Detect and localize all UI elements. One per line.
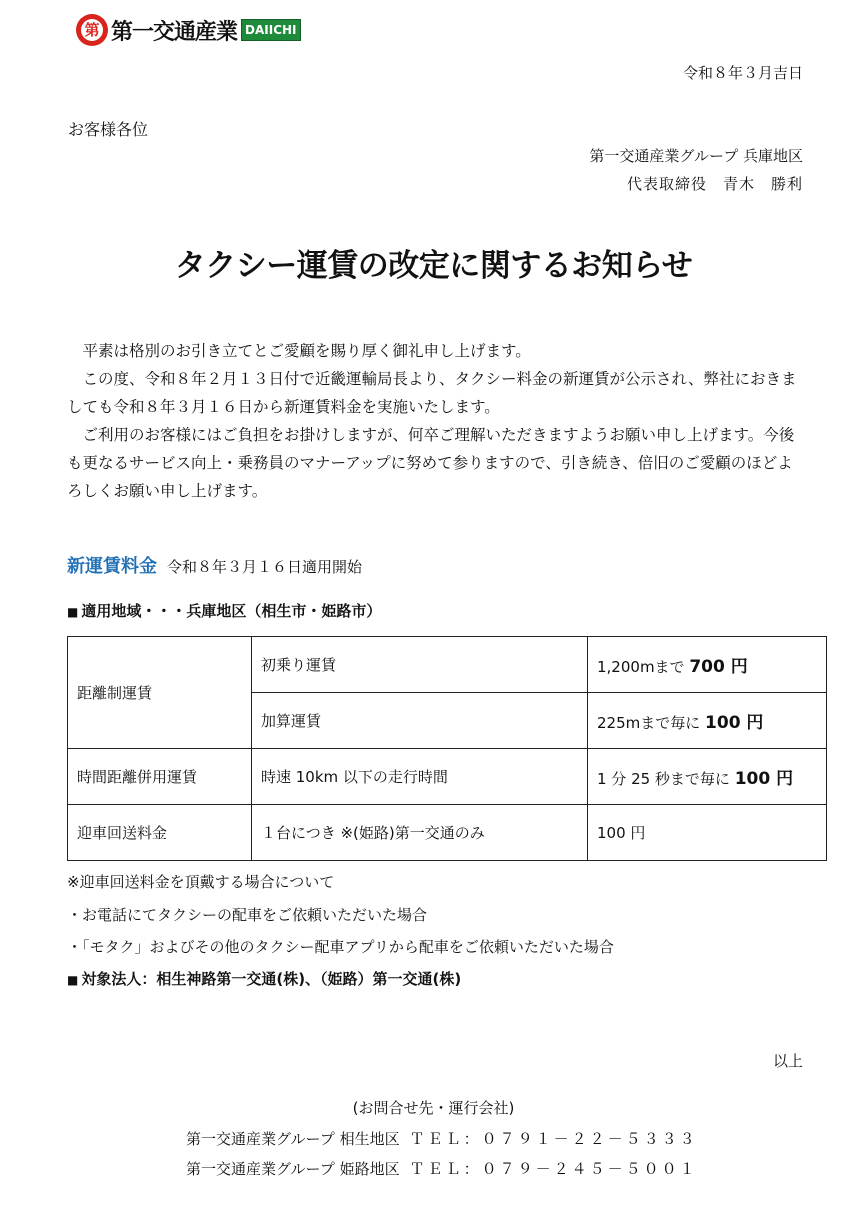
- page-title: タクシー運賃の改定に関するお知らせ: [174, 248, 693, 284]
- fare-value: 1,200mまで 700 円: [588, 637, 827, 693]
- body-paragraph-2: この度、令和８年２月１３日付で近畿運輸局長より、タクシー料金の新運賃が公示され、弊社におきましても令和８年３月１６日から新運賃料金を実施いたします。: [67, 370, 797, 416]
- section-heading: [67, 552, 362, 578]
- contact-org: 第一交通産業グループ 姫路地区: [186, 1160, 400, 1178]
- pickup-note-item: ・お電話にてタクシーの配車をご依頼いただいた場合: [67, 906, 428, 924]
- closing-text: 以上: [772, 1052, 803, 1070]
- fare-category: 時間距離併用運賃: [68, 749, 252, 805]
- logo-text: 第一交通産業: [111, 19, 238, 45]
- square-bullet-icon: ■: [67, 973, 79, 987]
- body-text: [67, 337, 802, 505]
- corp-label: 対象法人：相生神路第一交通(株)、（姫路）第一交通(株): [81, 970, 462, 988]
- square-bullet-icon: ■: [67, 605, 79, 619]
- contact-line: [186, 1128, 698, 1149]
- applicable-area: [67, 600, 381, 621]
- logo-badge: DAIICHI: [241, 19, 301, 41]
- area-label: 適用地域・・・兵庫地区（相生市・姫路市）: [81, 602, 382, 620]
- fare-value: 225mまで毎に 100 円: [588, 693, 827, 749]
- fare-item: 時速 10km 以下の走行時間: [252, 749, 588, 805]
- fare-value: 100 円: [588, 805, 827, 861]
- logo-mark-glyph: 第: [81, 19, 103, 41]
- contact-tel: ＴＥＬ：０７９１－２２－５３３３: [409, 1130, 698, 1148]
- sender-person: 代表取締役 青木 勝利: [626, 175, 803, 193]
- pickup-note-heading: ※迎車回送料金を頂戴する場合について: [67, 873, 335, 891]
- company-logo: [76, 10, 301, 50]
- logo-mark: [76, 14, 108, 46]
- section-subtitle: 令和８年３月１６日適用開始: [167, 558, 363, 576]
- fare-item: 加算運賃: [252, 693, 588, 749]
- target-corporations: [67, 968, 461, 989]
- issue-date: 令和８年３月吉日: [682, 64, 803, 82]
- table-row: [68, 805, 827, 861]
- pickup-note-item: ・「モタク」およびその他のタクシー配車アプリから配車をご依頼いただいた場合: [67, 938, 614, 956]
- fare-value: 1 分 25 秒まで毎に 100 円: [588, 749, 827, 805]
- contact-heading: (お問合せ先・運行会社): [352, 1099, 515, 1117]
- body-paragraph-1: 平素は格別のお引き立てとご愛顧を賜り厚く御礼申し上げます。: [82, 342, 531, 360]
- table-row: [68, 637, 827, 693]
- fare-item: 初乗り運賃: [252, 637, 588, 693]
- fare-category: 迎車回送料金: [68, 805, 252, 861]
- body-paragraph-3: ご利用のお客様にはご負担をお掛けしますが、何卒ご理解いただきますようお願い申し上げます。今後も更なるサービス向上・乗務員のマナーアップに努めて参りますので、引き続き、倍旧のご愛顧のほどよろしくお願い申し上げます。: [67, 426, 795, 500]
- table-row: [68, 749, 827, 805]
- fare-table: [67, 636, 827, 861]
- contact-tel: ＴＥＬ：０７９－２４５－５００１: [409, 1160, 698, 1178]
- addressee: お客様各位: [68, 120, 149, 139]
- fare-item: １台につき ※(姫路)第一交通のみ: [252, 805, 588, 861]
- contact-org: 第一交通産業グループ 相生地区: [186, 1130, 400, 1148]
- sender-org: 第一交通産業グループ 兵庫地区: [589, 147, 803, 165]
- section-title: 新運賃料金: [67, 556, 157, 577]
- contact-line: [186, 1158, 698, 1179]
- fare-category: 距離制運賃: [68, 637, 252, 749]
